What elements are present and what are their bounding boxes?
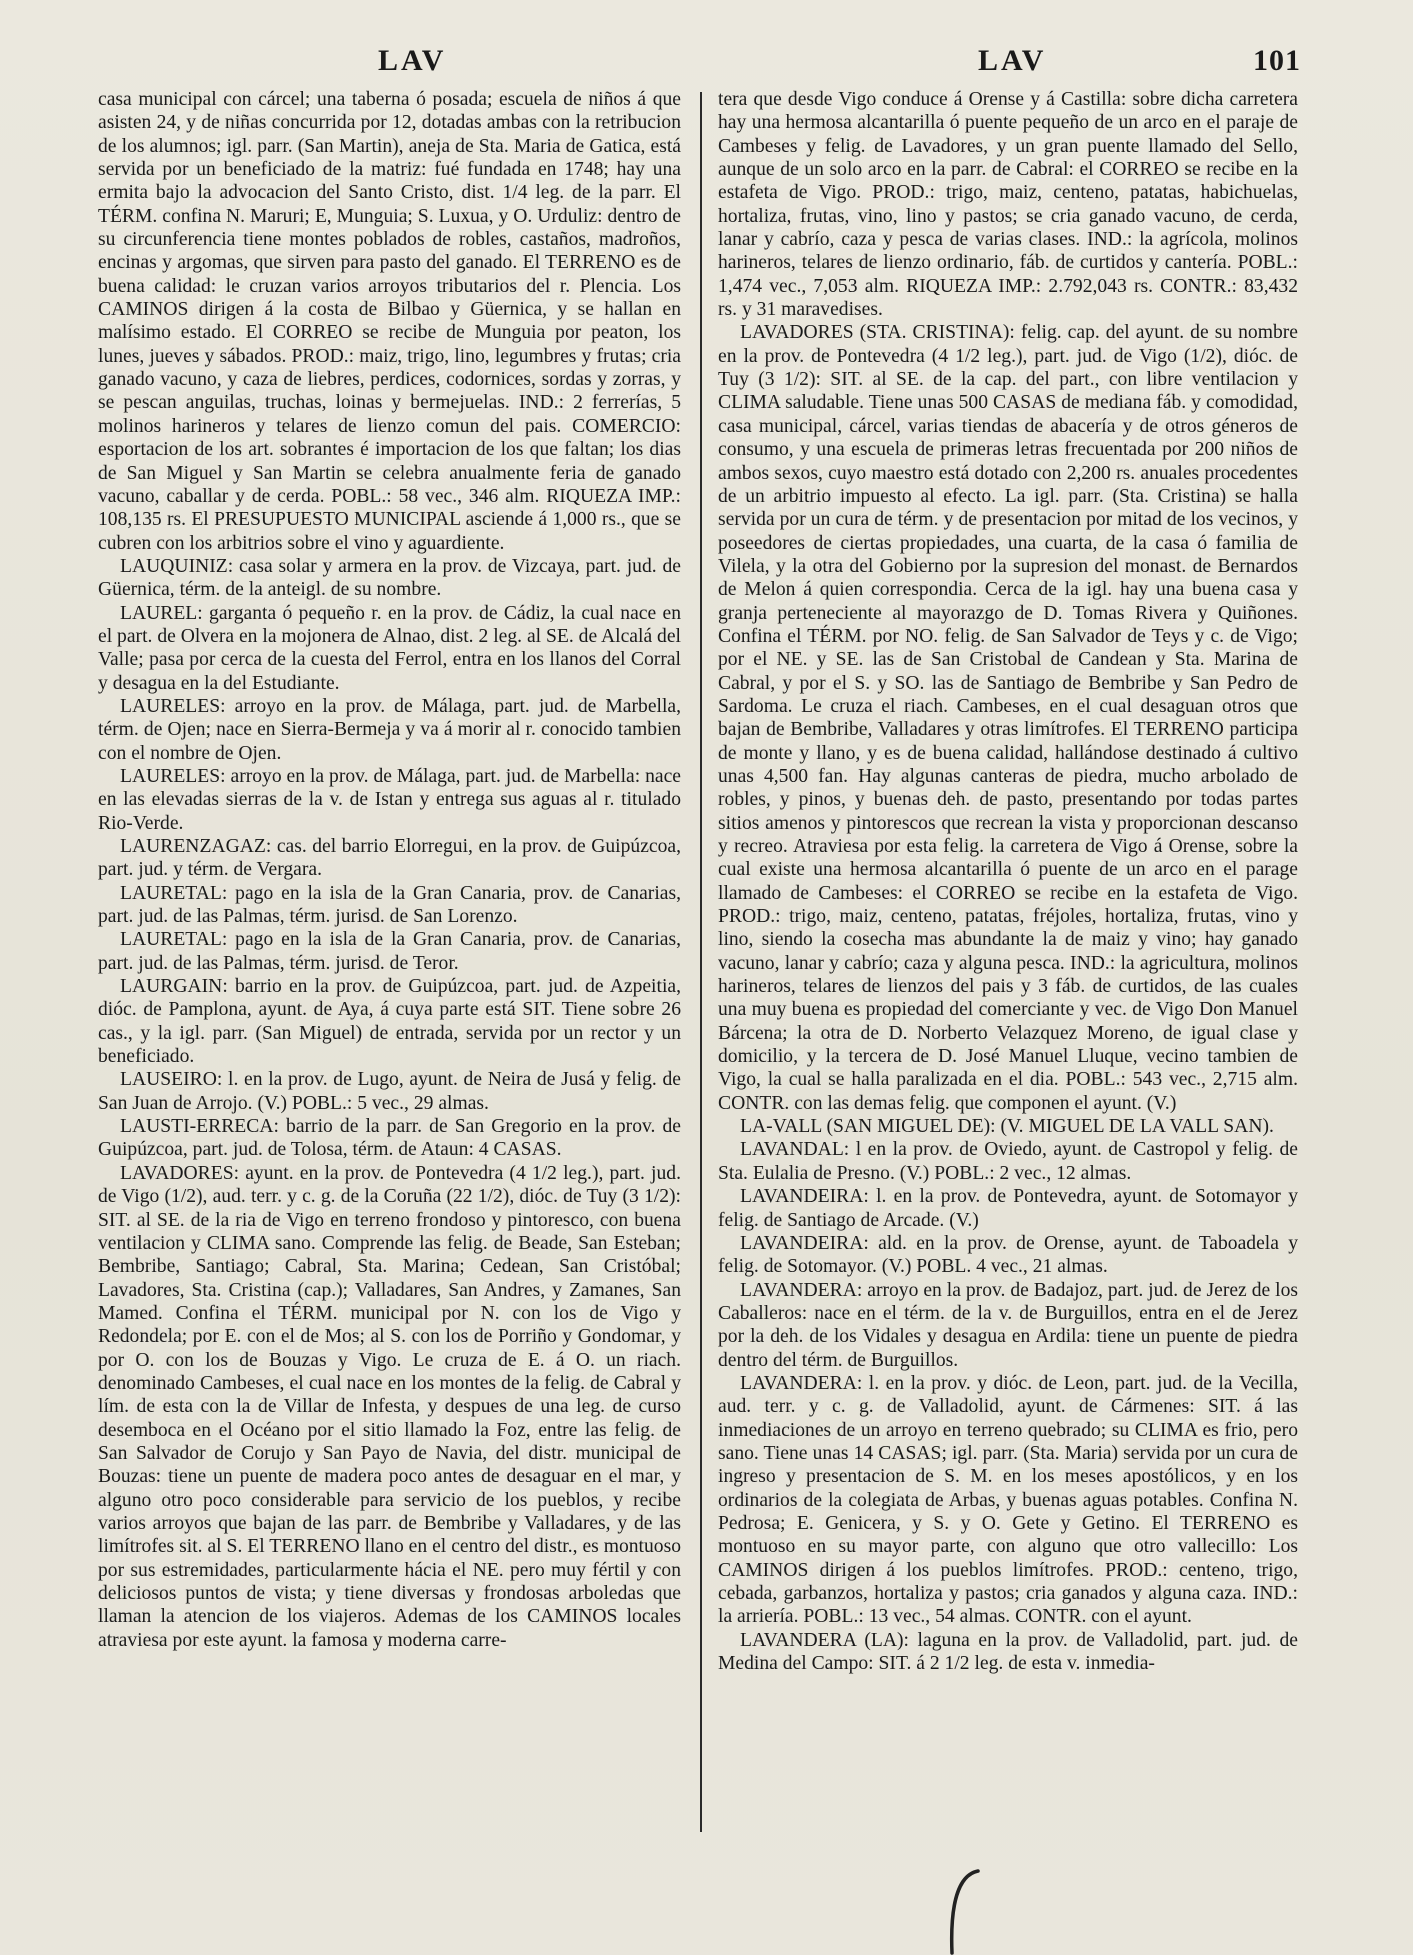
entry-headword: LAUREL: [120, 602, 198, 624]
entry-headword: LAURETAL: [120, 882, 222, 904]
entry-text: : casa solar y armera en la prov. de Vizcaya, part. jud. de Güernica, térm. de la anteigl. de su nombre.: [98, 555, 681, 601]
left-column: [98, 88, 681, 1652]
left-running-head: LAV: [378, 44, 447, 77]
entry-text: : laguna en la prov. de Valladolid, part. jud. de Medina del Campo: SIT. á 2 1/2 leg. de esta v. inmedia-: [718, 1629, 1299, 1675]
entry: [718, 1232, 1298, 1279]
right-column: [718, 88, 1298, 1675]
entry-text: : felig. cap. del ayunt. de su nombre en la prov. de Pontevedra (4 1/2 leg.), part. jud. de Vigo (1/2), dióc. de Tuy (3 1/2): SIT. al SE. de la cap. del part., con libre ventilacion y CLIMA saludable. Tiene unas 500 CASAS de mediana fáb. y comodidad, casa municipal, cárcel, varias tiendas de abacería y de otros géneros de consumo, y una escuela de primeras letras frecuentada por 200 niños de ambos sexos, cuyo maestro está dotado con 2,200 rs. anuales procedentes de un arbitrio impuesto al efecto. La igl. parr. (Sta. Cristina) se halla servida por un cura de térm. y de presentacion por mitad de los vecinos, y poseedores de ciertas propiedades, una cuarta, de la casa ó familia de Vilela, y la otra del Gobierno por la supresion del monast. de Bernardos de Melon á quien correspondia. Cerca de la igl. hay una buena casa y granja perteneciente al mayorazgo de D. Tomas Rivera y Quiñones. Confina el TÉRM. por NO. felig. de San Salvador de Teys y c. de Vigo; por el NE. y SE. las de San Cristobal de Candean y Sta. Marina de Cabral, y por el S. y SO. las de Santiago de Bembribe y San Pedro de Sardoma. Le cruza el riach. Cambeses, en el cual desaguan otros que bajan de Bembribe, Valladares y otras limítrofes. El TERRENO participa de monte y llano, y es de buena calidad, hallándose destinado á cultivo unas 4,500 fan. Hay algunas canteras de piedra, mucho arbolado de robles, y pinos, y buenas deh. de pasto, presentando por todas partes sitios amenos y pintorescos que recrean la vista y proporcionan descanso y recreo. Atraviesa por esta felig. la carretera de Vigo á Orense, sobre la cual existe una hermosa alcantarilla ó puente de un arco en el parage llamado de Cambeses: el CORREO se recibe en la estafeta de Vigo. PROD.: trigo, maiz, centeno, patatas, fréjoles, hortaliza, frutas, vino y lino, siendo la cosecha mas abundante la de maiz y vino; hay ganado vacuno, lanar y cabrío; caza y alguna pesca. IND.: la agricultura, molinos harineros, telares de lienzos del pais y 3 fáb. de curtidos, de las cuales una muy buena es propiedad del comerciante y vec. de Vigo Don Manuel Bárcena; la otra de D. Norberto Velazquez Moreno, de igual clase y domicilio, y la tercera de D. José Manuel Lluque, vecino tambien de Vigo, la cual se halla paralizada en el dia. POBL.: 543 vec., 2,715 alm. CONTR. con las demas felig. que componen el ayunt. (V.): [718, 322, 1298, 1114]
entry-text: : ayunt. en la prov. de Pontevedra (4 1/2 leg.), part. jud. de Vigo (1/2), aud. terr. y c. g. de la Coruña (22 1/2), dióc. de Tuy (3 1/2): SIT. al SE. de la ria de Vigo en terreno frondoso y pintoresco, con buena ventilacion y CLIMA sano. Comprende las felig. de Beade, San Esteban; Bembribe, Santiago; Cabral, Sta. Marina; Cedean, San Cristóbal; Lavadores, Sta. Cristina (cap.); Valladares, San Andres, y Zamanes, San Mamed. Confina el TÉRM. municipal por N. con los de Vigo y Redondela; por E. con el de Mos; al S. con los de Porriño y Gondomar, y por O. con los de Bouzas y Vigo. Le cruza de E. á O. un riach. denominado Cambeses, el cual nace en los montes de la felig. de Cabral y lím. de esta con la de Villar de Infesta, y despues de una leg. de curso desemboca en el Océano por el sitio llamado la Foz, entre las felig. de San Salvador de Corujo y San Payo de Navia, del distr. municipal de Bouzas: tiene un puente de madera poco antes de desaguar en el mar, y alguno otro poco considerable para servicio de los pueblos, y recibe varios arroyos que bajan de las parr. de Bembribe y Valladares, y de las limítrofes sit. al S. El TERRENO llano en el centro del distr., es montuoso por sus estremidades, particularmente hácia el NE. pero muy fértil y con deliciosos puntos de vista; y tiene diversas y frondosas arboledas que llaman la atencion de los viajeros. Ademas de los CAMINOS locales atraviesa por este ayunt. la famosa y moderna carre-: [98, 1162, 681, 1651]
entry: [718, 1115, 1298, 1138]
entry: [98, 555, 681, 602]
entry: [98, 975, 681, 1068]
entry: [98, 1068, 681, 1115]
entry: [98, 882, 681, 929]
entry-text: tera que desde Vigo conduce á Orense y á Castilla: sobre dicha carretera hay una hermosa alcantarilla ó puente pequeño de un arco en el paraje de Cambeses y felig. de Lavadores, y un gran puente llamado del Sello, aunque de un solo arco en la parr. de Cabral: el CORREO se recibe en la estafeta de Vigo. PROD.: trigo, maiz, centeno, patatas, habichuelas, hortaliza, frutas, vino, lino y pastos; se cria ganado vacuno, de cerda, lanar y cabrío, caza y pesca de varias clases. IND.: la agrícola, molinos harineros, telares de lienzo ordinario, fáb. de curtidos y cantería. POBL.: 1,474 vec., 7,053 alm. RIQUEZA IMP.: 2.792,043 rs. CONTR.: 83,432 rs. y 31 maravedises.: [718, 89, 1298, 321]
entry-text: : l. en la prov. y dióc. de Leon, part. jud. de la Vecilla, aud. terr. y c. g. de Valladolid, ayunt. de Cármenes: SIT. á las inmediaciones de un arroyo en terreno quebrado; su CLIMA es frio, pero sano. Tiene unas 14 CASAS; igl. parr. (Sta. Maria) servida por un cura de ingreso y presentacion de S. M. en los meses apostólicos, y en los ordinarios de la colegiata de Arbas, y buenas aguas potables. Confina N. Pedrosa; E. Genicera, y S. y O. Gete y Getino. El TERRENO es montuoso en su mayor parte, con alguno que otro vallecillo: Los CAMINOS dirigen á los pueblos limítrofes. PROD.: centeno, trigo, cebada, garbanzos, hortaliza y pastos; cria ganados y alguna caza. IND.: la arriería. POBL.: 13 vec., 54 almas. CONTR. con el ayunt.: [718, 1372, 1298, 1628]
entry: [98, 88, 681, 555]
entry-text: : arroyo en la prov. de Badajoz, part. jud. de Jerez de los Caballeros: nace en el térm. de la v. de Burguillos, entra en el de Jerez por la deh. de los Vidales y desagua en Ardila: tiene un puente de piedra dentro del térm. de Burguillos.: [718, 1279, 1298, 1371]
right-running-head: LAV: [978, 44, 1047, 77]
entry-headword: LAVANDERA: [740, 1279, 857, 1301]
entry: [98, 928, 681, 975]
entry: [98, 1115, 681, 1162]
entry: [718, 1372, 1298, 1629]
entry-text: casa municipal con cárcel; una taberna ó posada; escuela de niños á que asisten 24, y de niñas concurrida por 12, dotadas ambas con la retribucion de los alumnos; igl. parr. (San Martin), aneja de Sta. Maria de Gatica, está servida por un beneficiado de la matriz: fué fundada en 1748; hay una ermita bajo la advocacion del Santo Cristo, dist. 1/4 leg. de la parr. El TÉRM. confina N. Maruri; E, Munguia; S. Luxua, y O. Urduliz: dentro de su circunferencia tiene montes poblados de robles, castaños, madroños, encinas y argomas, que sirven para pasto del ganado. El TERRENO es de buena calidad: le cruzan varios arroyos tributarios del r. Plencia. Los CAMINOS dirigen á la costa de Bilbao y Güernica, y se hallan en malísimo estado. El CORREO se recibe de Munguia por peaton, los lunes, jueves y sábados. PROD.: maiz, trigo, lino, legumbres y frutas; cria ganado vacuno, y caza de liebres, perdices, codornices, sordas y zorras, y se pescan anguilas, truchas, loinas y bermejuelas. IND.: 2 ferrerías, 5 molinos harineros y telares de lienzo comun del pais. COMERCIO: esportacion de los art. sobrantes é importacion de los que faltan; los dias de San Miguel y San Martin se celebra anualmente feria de ganado vacuno, caballar y de cerda. POBL.: 58 vec., 346 alm. RIQUEZA IMP.: 108,135 rs. El PRESUPUESTO MUNICIPAL asciende á 1,000 rs., que se cubren con los arbitrios sobre el vino y aguardiente.: [98, 89, 681, 554]
entry-headword: LAURENZAGAZ: [120, 836, 266, 857]
entry-headword: LAURELES: [120, 765, 221, 787]
entry: [718, 88, 1298, 321]
entry-headword: LAURETAL: [120, 929, 222, 951]
entry-text: : l. en la prov. de Pontevedra, ayunt. de Sotomayor y felig. de Santiago de Arcade. (V.): [718, 1186, 1298, 1231]
entry: [718, 321, 1298, 1115]
pen-mark: [936, 1865, 996, 1955]
entry-text: : pago en la isla de la Gran Canaria, prov. de Canarias, part. jud. de las Palmas, térm. jurisd. de San Lorenzo.: [98, 882, 681, 928]
entry-headword: LAVADORES: [120, 1162, 234, 1184]
page-number: 101: [1253, 44, 1301, 77]
entry-text: : (V. MIGUEL DE LA VALL SAN).: [990, 1116, 1274, 1138]
entry-headword: LAVANDERA (LA): [740, 1629, 904, 1651]
entry-headword: LAVANDEIRA: [740, 1232, 864, 1254]
entry-headword: LAVANDERA: [740, 1372, 857, 1394]
entry: [718, 1185, 1298, 1232]
entry-headword: LA-VALL (SAN MIGUEL DE): [740, 1116, 991, 1138]
entry-headword: LAURELES: [120, 695, 221, 717]
entry: [98, 765, 681, 835]
entry: [718, 1279, 1298, 1372]
entry-headword: LAURGAIN: [120, 976, 223, 998]
entry-text: : l. en la prov. de Lugo, ayunt. de Neira de Jusá y felig. de San Juan de Arrojo. (V.) POBL.: 5 vec., 29 almas.: [98, 1069, 681, 1114]
entry-text: : arroyo en la prov. de Málaga, part. jud. de Marbella: nace en las elevadas sierras de la v. de Istan y entrega sus aguas al r. titulado Rio-Verde.: [98, 765, 681, 834]
entry-text: : pago en la isla de la Gran Canaria, prov. de Canarias, part. jud. de las Palmas, térm. jurisd. de Teror.: [98, 929, 681, 974]
entry-headword: LAUSEIRO: [120, 1069, 217, 1091]
entry-headword: LAVADORES (STA. CRISTINA): [740, 322, 1010, 344]
entry-text: : l en la prov. de Oviedo, ayunt. de Castropol y felig. de Sta. Eulalia de Presno. (V.) POBL.: 2 vec., 12 almas.: [718, 1139, 1298, 1184]
entry: [718, 1629, 1298, 1676]
entry: [98, 1162, 681, 1652]
entry-text: : barrio en la prov. de Guipúzcoa, part. jud. de Azpeitia, dióc. de Pamplona, ayunt. de Aya, á cuya parte está SIT. Tiene sobre 26 cas., y la igl. parr. (San Miguel) de entrada, servida por un rector y un beneficiado.: [98, 976, 681, 1068]
entry: [98, 602, 681, 695]
entry-text: : barrio de la parr. de San Gregorio en la prov. de Guipúzcoa, part. jud. de Tolosa, térm. de Ataun: 4 CASAS.: [98, 1116, 681, 1161]
entry-text: : garganta ó pequeño r. en la prov. de Cádiz, la cual nace en el part. de Olvera en la mojonera de Alnao, dist. 2 leg. al SE. de Alcalá del Valle; pasa por cerca de la cuesta del Ferrol, entra en los llanos del Corral y desagua en la del Estudiante.: [98, 602, 681, 694]
entry-text: : arroyo en la prov. de Málaga, part. jud. de Marbella, térm. de Ojen; nace en Sierra-Bermeja y va á morir al r. conocido tambien con el nombre de Ojen.: [98, 695, 681, 764]
entry-text: : cas. del barrio Elorregui, en la prov. de Guipúzcoa, part. jud. y térm. de Vergara.: [98, 836, 681, 881]
entry-text: : ald. en la prov. de Orense, ayunt. de Taboadela y felig. de Sotomayor. (V.) POBL. 4 vec., 21 almas.: [718, 1232, 1298, 1278]
entry-headword: LAUSTI-ERRECA: [120, 1116, 274, 1138]
entry: [98, 695, 681, 765]
column-divider: [700, 92, 702, 1832]
entry: [98, 835, 681, 882]
entry-headword: LAVANDAL: [740, 1139, 844, 1161]
entry: [718, 1138, 1298, 1185]
entry-headword: LAVANDEIRA: [740, 1186, 864, 1208]
entry-headword: LAUQUINIZ: [120, 555, 228, 577]
